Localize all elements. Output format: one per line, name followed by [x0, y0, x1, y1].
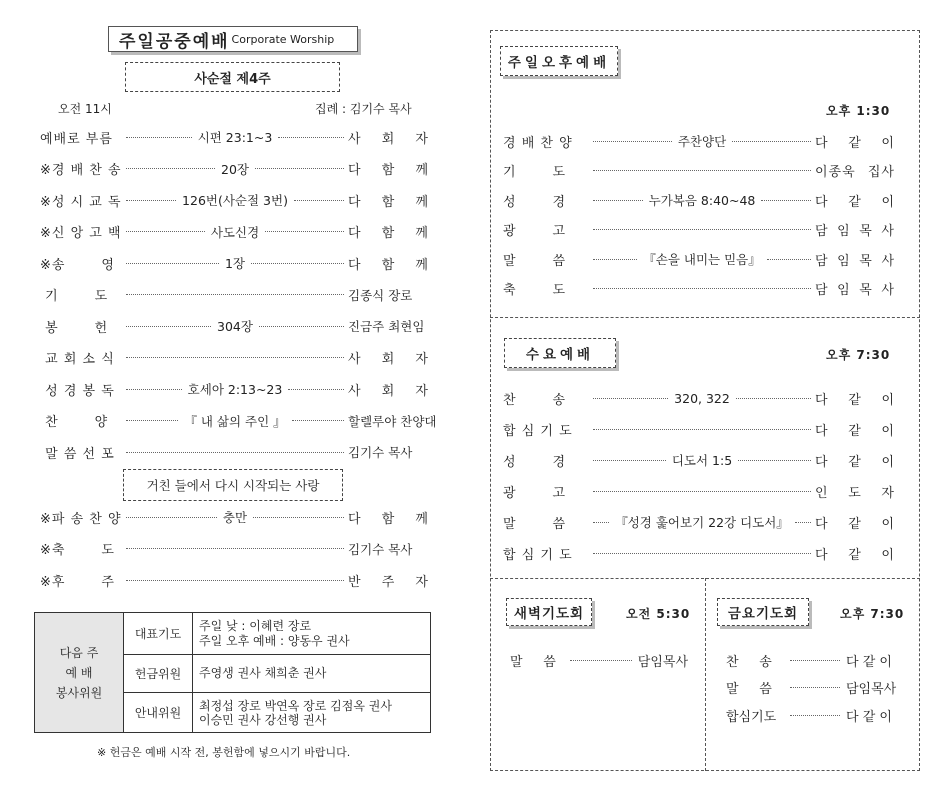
offering-note: ※ 헌금은 예배 시작 전, 봉헌함에 넣으시기 바랍니다.: [97, 746, 351, 759]
list-item: [40, 411, 437, 431]
list-item: [503, 450, 895, 470]
list-item: [40, 253, 428, 273]
list-item: [503, 190, 895, 210]
afternoon-title: 주일오후예배: [500, 46, 618, 76]
list-item: [726, 678, 896, 698]
presider: 집례 : 김기수 목사: [315, 102, 412, 116]
item-who: 다 같 이: [815, 135, 895, 151]
item-detail: 충만: [222, 510, 248, 525]
item-who: 다 같 이: [815, 392, 896, 408]
list-item: [503, 388, 895, 408]
list-item: [40, 316, 428, 336]
item-label: 광 고: [503, 224, 567, 239]
item-label: 봉 헌: [40, 320, 109, 336]
list-item: [40, 222, 428, 242]
season-label: 사순절 제4주: [125, 62, 340, 92]
list-item: [503, 481, 895, 501]
item-label: 찬 양: [40, 415, 109, 430]
next-week-helpers-table: [34, 612, 431, 733]
item-who: 이종욱 집사: [815, 165, 895, 180]
item-label: 말 씀: [726, 682, 772, 697]
item-who: 담 임 목 사: [815, 224, 895, 239]
wednesday-time: 오후 7:30: [826, 348, 891, 362]
item-detail: 20장: [221, 161, 249, 177]
item-who: 다 같 이: [815, 454, 896, 470]
item-who: 다 같 이: [846, 709, 892, 725]
list-item: [40, 127, 428, 147]
sermon-title: 거친 들에서 다시 시작되는 사랑: [123, 469, 343, 501]
item-detail: 디도서 1:5: [671, 453, 733, 468]
item-label: 경 배 찬 양: [503, 135, 573, 151]
item-who: 다 함 께: [348, 194, 429, 210]
divider: [705, 578, 706, 771]
item-detail: 누가복음 8:40~48: [648, 193, 756, 208]
service-time: 오전 11시: [58, 102, 112, 116]
item-label: 말 씀: [503, 516, 567, 532]
list-item: [503, 249, 895, 269]
helper-role: 헌금위원: [124, 655, 193, 693]
item-label: 합 심 기 도: [503, 547, 573, 563]
item-who: 김종식 장로: [348, 287, 413, 303]
helpers-header: 다음 주 예 배 봉사위원: [35, 613, 124, 733]
afternoon-time: 오후 1:30: [826, 104, 891, 118]
item-label: 찬 송: [726, 654, 772, 670]
item-who: 다 같 이: [815, 516, 896, 532]
list-item: [40, 285, 428, 305]
list-item: [40, 348, 428, 368]
list-item: [503, 161, 895, 181]
list-item: [726, 705, 892, 725]
item-label: 말 씀: [510, 654, 556, 670]
item-detail: 1장: [224, 256, 246, 271]
list-item: [40, 539, 428, 559]
item-label: ※파 송 찬 양: [40, 511, 122, 527]
item-who: 담임목사: [637, 654, 689, 670]
item-label: ※성 시 교 독: [40, 194, 122, 210]
item-detail: 126번(사순절 3번): [182, 193, 288, 208]
item-detail: 304장: [217, 319, 253, 334]
item-who: 다 함 께: [348, 226, 428, 241]
worship-title-korean: 주일공중예배: [119, 31, 230, 52]
item-label: 성 경: [503, 454, 567, 470]
list-item: [40, 159, 428, 179]
item-label: ※축 도: [40, 543, 115, 558]
item-who: 다 같 이: [815, 423, 895, 439]
list-item: [503, 419, 895, 439]
item-detail: 사도신경: [210, 224, 260, 240]
item-label: 합심기도: [726, 709, 777, 725]
item-label: 기 도: [40, 289, 109, 304]
list-item: [40, 190, 428, 210]
item-label: 축 도: [503, 283, 567, 298]
friday-title: 금요기도회: [717, 598, 809, 626]
item-who: 반 주 자: [348, 574, 428, 590]
item-who: 다 같 이: [846, 654, 892, 670]
list-item: [40, 379, 428, 399]
item-label: ※송 영: [40, 257, 115, 273]
dawn-title: 새벽기도회: [506, 598, 592, 626]
item-who: 다 함 께: [348, 257, 428, 273]
list-item: [510, 650, 688, 670]
item-detail: 『손을 내미는 믿음』: [643, 252, 761, 267]
item-label: 교 회 소 식: [40, 352, 115, 367]
list-item: [503, 220, 895, 240]
item-label: ※신 앙 고 백: [40, 226, 122, 241]
item-label: 찬 송: [503, 392, 567, 408]
item-who: 김기수 목사: [348, 541, 413, 557]
item-who: 다 같 이: [815, 547, 895, 563]
item-who: 할렐루야 찬양대: [348, 413, 437, 429]
list-item: [503, 512, 895, 532]
item-who: 담 임 목 사: [815, 253, 896, 269]
item-who: 사 회 자: [348, 383, 428, 399]
item-who: 담임목사: [846, 682, 897, 697]
item-label: ※경 배 찬 송: [40, 163, 122, 178]
dawn-time: 오전 5:30: [626, 607, 691, 621]
item-detail: 『성경 훑어보기 22강 디도서』: [615, 515, 789, 530]
helper-role: 안내위원: [124, 693, 193, 733]
worship-title: [108, 26, 358, 52]
helper-role: 대표기도: [124, 613, 193, 655]
item-label: ※후 주: [40, 574, 115, 590]
item-label: 성 경 봉 독: [40, 383, 115, 399]
item-label: 예배로 부름: [40, 131, 113, 147]
item-label: 합 심 기 도: [503, 423, 573, 439]
item-who: 사 회 자: [348, 352, 428, 367]
item-who: 인 도 자: [815, 485, 895, 501]
item-detail: 주찬양단: [677, 134, 727, 149]
list-item: [503, 279, 895, 299]
item-who: 다 함 께: [348, 511, 428, 527]
divider: [490, 317, 920, 318]
item-detail: 『 내 삶의 주인 』: [184, 413, 286, 429]
friday-time: 오후 7:30: [840, 607, 905, 621]
item-who: 다 같 이: [815, 194, 896, 210]
list-item: [503, 131, 895, 151]
item-who: 김기수 목사: [348, 445, 413, 460]
helper-names: 주일 낮 : 이혜련 장로 주일 오후 예배 : 양동우 권사: [193, 613, 431, 655]
list-item: [40, 570, 428, 590]
list-item: [40, 507, 428, 527]
item-label: 말 씀: [503, 253, 567, 269]
item-who: 사 회 자: [348, 131, 428, 147]
item-label: 기 도: [503, 165, 567, 180]
list-item: [40, 442, 428, 462]
list-item: [503, 543, 895, 563]
worship-title-english: Corporate Worship: [231, 32, 335, 46]
item-label: 광 고: [503, 485, 567, 501]
item-who: 다 함 께: [348, 163, 429, 178]
item-detail: 호세아 2:13~23: [187, 382, 283, 397]
item-detail: 320, 322: [674, 390, 730, 406]
wednesday-title: 수요예배: [504, 338, 616, 368]
list-item: [726, 650, 892, 670]
item-detail: 시편 23:1~3: [197, 130, 273, 145]
item-label: 성 경: [503, 194, 567, 210]
helper-names: 주영생 권사 채희춘 권사: [193, 655, 431, 693]
item-who: 진금주 최현임: [348, 319, 425, 334]
item-label: 말 씀 선 포: [40, 446, 115, 462]
helper-names: 최정섭 장로 박연옥 장로 김점옥 권사 이승민 권사 강선행 권사: [193, 693, 431, 733]
item-who: 담 임 목 사: [815, 283, 895, 298]
